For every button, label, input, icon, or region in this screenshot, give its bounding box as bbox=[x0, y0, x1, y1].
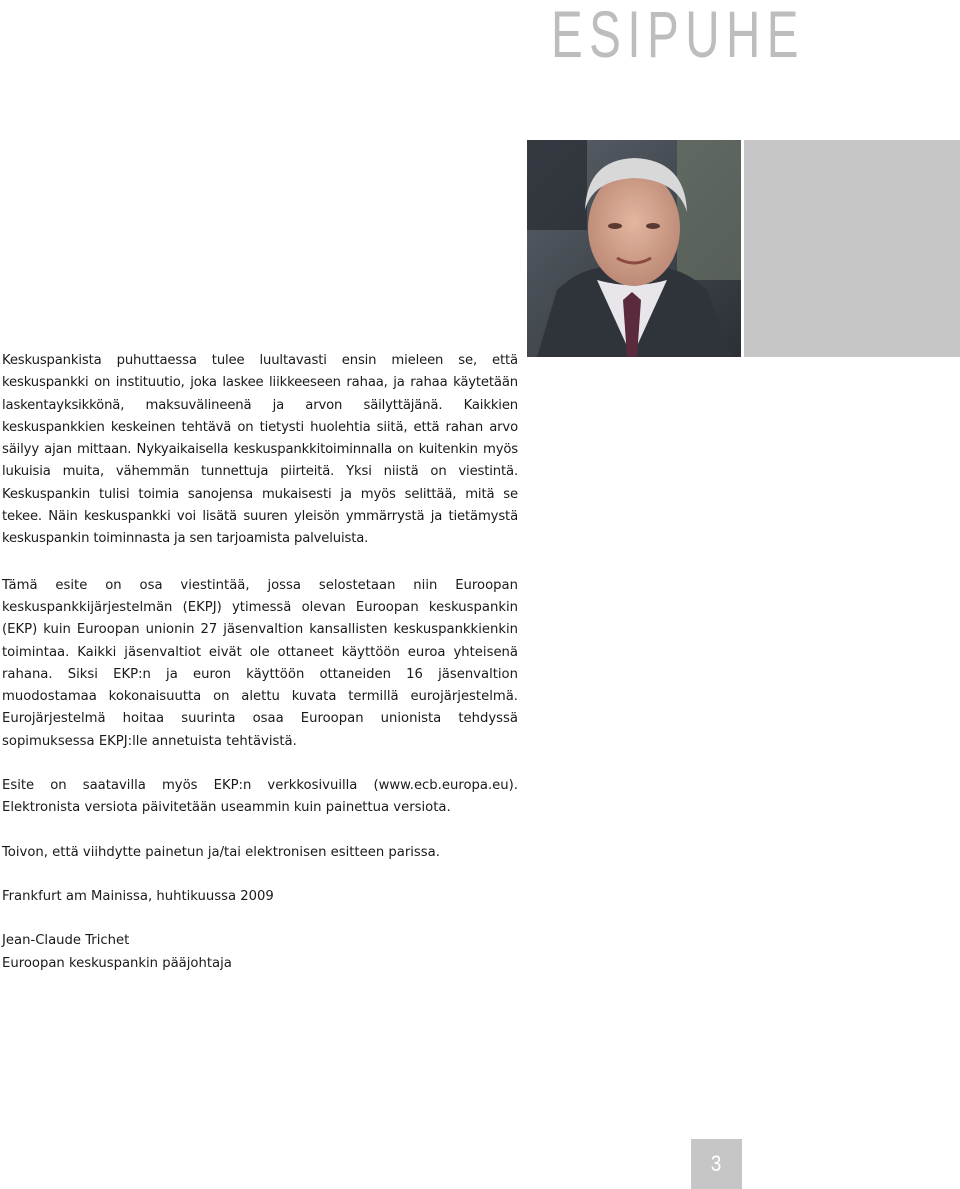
portrait-icon bbox=[527, 140, 741, 357]
place-date: Frankfurt am Mainissa, huhtikuussa 2009 bbox=[2, 888, 274, 904]
signature-role: Euroopan keskuspankin pääjohtaja bbox=[2, 955, 232, 971]
signature-name: Jean-Claude Trichet bbox=[2, 933, 130, 949]
paragraph-website: Esite on saatavilla myös EKP:n verkkosivuilla (www.ecb.europa.eu). Elektronista versiota päivitetään useammin kuin painettua versiota. bbox=[2, 778, 518, 816]
paragraph-intro: Keskuspankista puhuttaessa tulee luultavasti ensin mieleen se, että keskuspankki on instituutio, joka laskee liikkeeseen rahaa, ja rahaa käytetään laskentayksikkönä, maksuvälineenä ja arvon säilyttäjänä. Kaikkien keskuspankkien keskeinen tehtävä on tietysti huolehtia siitä, että rahan arvo säilyy ajan mittaan. Nykyaikaisella keskuspankkitoiminnalla on kuitenkin myös lukuisia muita, vähemmän tunnettuja piirteitä. Yksi niistä on viestintä. Keskuspankin tulisi toimia sanojensa mukaisesti ja myös selittää, mitä se tekee. Näin keskuspankki voi lisätä suuren yleisön ymmärrystä ja tietämystä keskuspankin toiminnasta ja sen tarjoamista palveluista. bbox=[2, 353, 518, 547]
foreword-body bbox=[2, 350, 518, 975]
page-title: ESIPUHE bbox=[551, 0, 805, 71]
paragraph-wish: Toivon, että viihdytte painetun ja/tai elektronisen esitteen parissa. bbox=[2, 844, 440, 860]
page-number-box bbox=[691, 1139, 742, 1189]
paragraph-brochure: Tämä esite on osa viestintää, jossa selostetaan niin Euroopan keskuspankkijärjestelmän (EKPJ) ytimessä olevan Euroopan keskuspankin (EKP) kuin Euroopan unionin 27 jäsenvaltion kansallisten keskuspankkienkin toimintaa. Kaikki jäsenvaltiot eivät ole ottaneet käyttöön euroa yhteisenä rahana. Siksi EKP:n ja euron käyttöön ottaneiden 16 jäsenvaltion muodostamaa kokonaisuutta on alettu kuvata termillä eurojärjestelmä. Eurojärjestelmä hoitaa suurinta osaa Euroopan unionista tehdyssä sopimuksessa EKPJ:lle annetuista tehtävistä. bbox=[2, 577, 518, 749]
decorative-gray-block bbox=[744, 140, 960, 357]
portrait-photo bbox=[527, 140, 741, 357]
page-number: 3 bbox=[711, 1151, 722, 1176]
